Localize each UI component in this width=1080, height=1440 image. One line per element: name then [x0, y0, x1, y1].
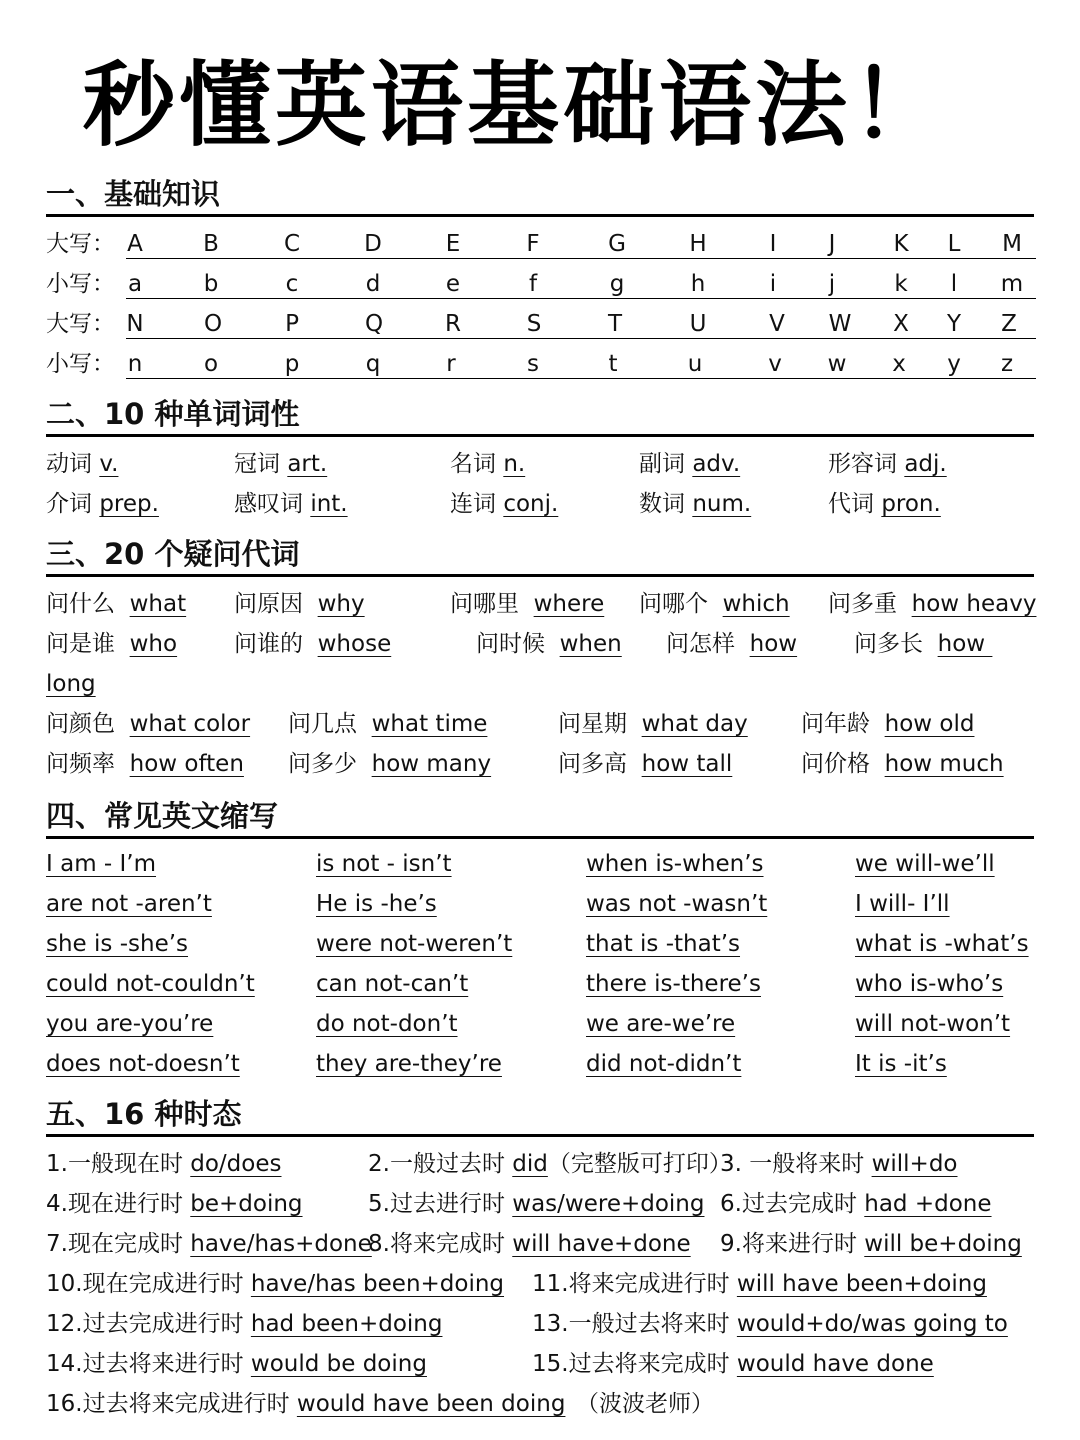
letter: U [689, 311, 707, 337]
question-cn: 问什么 [46, 591, 115, 617]
tense-row [46, 1144, 1036, 1184]
tense-note: （完整版可打印） [547, 1151, 732, 1177]
tense-en: will have been+doing [736, 1271, 987, 1297]
question-cn: 问是谁 [46, 631, 115, 657]
pos-row [46, 444, 1036, 484]
question-item [46, 584, 186, 624]
question-cn: 问哪里 [450, 591, 519, 617]
pos-row [46, 484, 1036, 524]
letter: r [446, 351, 456, 377]
letter: G [608, 231, 626, 257]
tense-row [46, 1264, 1036, 1304]
contraction-item: was not -wasn’t [586, 891, 768, 917]
tense-en: would be doing [250, 1351, 427, 1377]
alphabet-row-lower-1 [46, 264, 1036, 304]
question-en: who [129, 631, 178, 657]
letter: s [527, 351, 539, 377]
letter: D [364, 231, 382, 257]
letter: O [203, 311, 223, 337]
contraction-item: It is -it’s [855, 1051, 947, 1077]
tense-row [46, 1384, 1036, 1424]
contraction-item: that is -that’s [586, 931, 741, 957]
tense-item [46, 1184, 303, 1224]
letter: q [365, 351, 381, 377]
question-cn: 问多少 [288, 751, 357, 777]
contraction-row [46, 884, 1036, 924]
letter: Z [1001, 311, 1017, 337]
alphabet-row-upper-1 [46, 224, 1036, 264]
question-item [476, 624, 622, 664]
pos-cn: 感叹词 [234, 491, 303, 517]
contraction-row [46, 1044, 1036, 1084]
letter: y [947, 351, 961, 377]
pos-en: v. [99, 451, 119, 477]
tense-item [46, 1304, 442, 1344]
alphabet-label: 大写： [46, 231, 115, 257]
tense-item [46, 1384, 565, 1424]
letter: w [827, 351, 847, 377]
contraction-item: were not-weren’t [316, 931, 513, 957]
question-en: when [559, 631, 622, 657]
pos-en: num. [692, 491, 752, 517]
contraction-item: what is -what’s [855, 931, 1029, 957]
question-en: how old [884, 711, 975, 737]
letter: v [768, 351, 782, 377]
section-heading-question-words: 三、20 个疑问代词 [46, 534, 1034, 577]
tense-item [368, 1224, 691, 1264]
contraction-item: who is-who’s [855, 971, 1004, 997]
pos-en: adv. [692, 451, 741, 477]
question-cn: 问时候 [476, 631, 545, 657]
letter: g [609, 271, 625, 297]
tense-item [368, 1184, 704, 1224]
pos-item [234, 444, 327, 484]
letter: c [285, 271, 299, 297]
pos-en: prep. [99, 491, 159, 517]
question-row [46, 584, 1036, 624]
tense-en: had been+doing [250, 1311, 443, 1337]
question-en: what time [371, 711, 488, 737]
author-note: （波波老师） [576, 1391, 714, 1417]
letter: Q [364, 311, 384, 337]
question-en: how much [884, 751, 1004, 777]
letter: j [828, 271, 836, 297]
letter: N [126, 311, 144, 337]
pos-item [828, 484, 941, 524]
question-en: whose [317, 631, 392, 657]
pos-item [450, 444, 525, 484]
letter: i [769, 271, 777, 297]
tense-row [46, 1304, 1036, 1344]
letter: I [769, 231, 777, 257]
pos-item [828, 444, 947, 484]
tense-item [46, 1264, 504, 1304]
tense-row [46, 1184, 1036, 1224]
tense-cn: 8.将来完成时 [368, 1231, 513, 1257]
pos-en: int. [310, 491, 348, 517]
question-item [288, 744, 491, 784]
question-cn: 问哪个 [639, 591, 708, 617]
section-heading-contractions: 四、常见英文缩写 [46, 796, 1034, 839]
alphabet-row-upper-2 [46, 304, 1036, 344]
tense-item [46, 1144, 282, 1184]
question-item [46, 704, 250, 744]
tense-cn: 5.过去进行时 [368, 1191, 513, 1217]
tense-row [46, 1344, 1036, 1384]
contraction-item: can not-can’t [316, 971, 469, 997]
pos-item [639, 484, 751, 524]
tense-en: be+doing [190, 1191, 303, 1217]
letter: h [690, 271, 706, 297]
contraction-item: there is-there’s [586, 971, 761, 997]
tense-cn: 13.一般过去将来时 [532, 1311, 737, 1337]
tense-cn: 15.过去将来完成时 [532, 1351, 737, 1377]
tense-cn: 3. 一般将来时 [720, 1151, 872, 1177]
tense-item [46, 1224, 372, 1264]
contraction-item: did not-didn’t [586, 1051, 742, 1077]
tense-cn: 6.过去完成时 [720, 1191, 865, 1217]
tense-item [368, 1144, 732, 1184]
tense-en: will+do [871, 1151, 958, 1177]
pos-cn: 连词 [450, 491, 496, 517]
page-title: 秒懂英语基础语法！ [82, 52, 947, 159]
tense-row [46, 1224, 1036, 1264]
question-row [46, 744, 1036, 784]
alphabet-label: 小写： [46, 271, 115, 297]
question-cn: 问原因 [234, 591, 303, 617]
letter: n [127, 351, 143, 377]
letter: J [828, 231, 836, 257]
question-en: how often [129, 751, 244, 777]
section-heading-basics: 一、基础知识 [46, 174, 1034, 217]
tense-cn: 9.将来进行时 [720, 1231, 865, 1257]
question-en: how [749, 631, 798, 657]
question-cn: 问谁的 [234, 631, 303, 657]
question-item [234, 584, 365, 624]
letter: X [893, 311, 909, 337]
letter: k [894, 271, 908, 297]
pos-item [639, 444, 740, 484]
letter: o [203, 351, 219, 377]
question-cn: 问怎样 [666, 631, 735, 657]
tense-cn: 12.过去完成进行时 [46, 1311, 251, 1337]
question-en: how tall [641, 751, 733, 777]
question-item [558, 744, 732, 784]
pos-item [46, 484, 159, 524]
letter: a [127, 271, 143, 297]
letter: K [893, 231, 909, 257]
letter: u [687, 351, 703, 377]
tense-en: did [512, 1151, 548, 1177]
letter: z [1000, 351, 1014, 377]
tense-item [532, 1264, 987, 1304]
tense-item [46, 1344, 427, 1384]
question-en: what color [129, 711, 251, 737]
question-cn: 问星期 [558, 711, 627, 737]
contraction-item: He is -he’s [316, 891, 437, 917]
letter: T [607, 311, 623, 337]
letter: x [892, 351, 906, 377]
pos-item [46, 444, 118, 484]
question-en: why [317, 591, 365, 617]
question-en: long [46, 671, 96, 697]
question-en: how [937, 631, 993, 657]
letter: f [528, 271, 538, 297]
contraction-row [46, 924, 1036, 964]
pos-en: art. [287, 451, 328, 477]
question-item [46, 744, 244, 784]
contraction-item: I will- I’ll [855, 891, 950, 917]
contraction-item: is not - isn’t [316, 851, 452, 877]
pos-cn: 数词 [639, 491, 685, 517]
question-item [639, 584, 790, 624]
contraction-row [46, 844, 1036, 884]
letter: A [127, 231, 143, 257]
question-cn: 问颜色 [46, 711, 115, 737]
tense-en: would have been doing [296, 1391, 566, 1417]
pos-en: conj. [503, 491, 559, 517]
tense-item [720, 1184, 992, 1224]
letter: F [526, 231, 540, 257]
letter: H [689, 231, 707, 257]
pos-item [234, 484, 348, 524]
tense-cn: 11.将来完成进行时 [532, 1271, 737, 1297]
tense-item [532, 1344, 934, 1384]
tense-cn: 7.现在完成时 [46, 1231, 191, 1257]
question-cn: 问年龄 [801, 711, 870, 737]
pos-en: pron. [881, 491, 941, 517]
contraction-item: will not-won’t [855, 1011, 1011, 1037]
tense-cn: 10.现在完成进行时 [46, 1271, 251, 1297]
pos-cn: 动词 [46, 451, 92, 477]
letter: P [285, 311, 299, 337]
question-item [558, 704, 748, 744]
contraction-item: they are-they’re [316, 1051, 502, 1077]
pos-cn: 副词 [639, 451, 685, 477]
contraction-item: does not-doesn’t [46, 1051, 240, 1077]
question-cn: 问几点 [288, 711, 357, 737]
question-item [854, 624, 992, 664]
section-heading-tenses: 五、16 种时态 [46, 1094, 1034, 1137]
contraction-item: we will-we’ll [855, 851, 995, 877]
tense-en: would+do/was going to [736, 1311, 1008, 1337]
question-item [828, 584, 1036, 624]
tense-en: will have+done [512, 1231, 691, 1257]
contraction-item: we are-we’re [586, 1011, 736, 1037]
alphabet-label: 小写： [46, 351, 115, 377]
tense-en: was/were+doing [512, 1191, 705, 1217]
pos-cn: 代词 [828, 491, 874, 517]
letter: t [608, 351, 618, 377]
question-row-wrap [46, 664, 1036, 704]
tense-item [720, 1144, 958, 1184]
letter: B [203, 231, 219, 257]
question-en: how many [371, 751, 492, 777]
question-en: what [129, 591, 187, 617]
question-item [666, 624, 797, 664]
tense-en: will be+doing [864, 1231, 1022, 1257]
contraction-item: do not-don’t [316, 1011, 458, 1037]
letter: S [526, 311, 542, 337]
letter: d [365, 271, 381, 297]
tense-cn: 4.现在进行时 [46, 1191, 191, 1217]
tense-en: would have done [736, 1351, 934, 1377]
letter: C [283, 231, 301, 257]
question-item [801, 704, 974, 744]
tense-en: have/has been+doing [250, 1271, 505, 1297]
question-cn: 问价格 [801, 751, 870, 777]
tense-cn: 14.过去将来进行时 [46, 1351, 251, 1377]
tense-item [720, 1224, 1022, 1264]
tense-item [532, 1304, 1008, 1344]
question-row [46, 624, 1036, 664]
question-cn: 问多高 [558, 751, 627, 777]
letter: W [828, 311, 852, 337]
question-item [46, 624, 177, 664]
letter: Y [946, 311, 962, 337]
question-en: where [533, 591, 605, 617]
letter: l [950, 271, 958, 297]
letter: M [1002, 231, 1022, 257]
pos-item [450, 484, 558, 524]
letter: R [445, 311, 461, 337]
letter: m [1000, 271, 1024, 297]
question-en: what day [641, 711, 748, 737]
contraction-item: when is-when’s [586, 851, 764, 877]
tense-en: had +done [864, 1191, 992, 1217]
tense-en: do/does [190, 1151, 282, 1177]
contraction-row [46, 1004, 1036, 1044]
question-item [288, 704, 487, 744]
contraction-row [46, 964, 1036, 1004]
pos-cn: 介词 [46, 491, 92, 517]
letter: b [203, 271, 219, 297]
letter: e [445, 271, 461, 297]
tense-en: have/has+done [190, 1231, 372, 1257]
question-cn: 问频率 [46, 751, 115, 777]
pos-en: adj. [904, 451, 947, 477]
contraction-item: could not-couldn’t [46, 971, 255, 997]
alphabet-label: 大写： [46, 311, 115, 337]
question-en: how heavy [911, 591, 1037, 617]
letter: L [947, 231, 961, 257]
question-cn: 问多长 [854, 631, 923, 657]
tense-cn: 16.过去将来完成进行时 [46, 1391, 297, 1417]
pos-cn: 冠词 [234, 451, 280, 477]
section-heading-parts-of-speech: 二、10 种单词词性 [46, 394, 1034, 437]
question-row [46, 704, 1036, 744]
contraction-item: are not -aren’t [46, 891, 212, 917]
contraction-item: I am - I’m [46, 851, 157, 877]
contraction-item: she is -she’s [46, 931, 189, 957]
pos-cn: 名词 [450, 451, 496, 477]
letter: E [445, 231, 461, 257]
pos-cn: 形容词 [828, 451, 897, 477]
letter: p [284, 351, 300, 377]
question-item [234, 624, 391, 664]
letter: V [769, 311, 785, 337]
pos-en: n. [503, 451, 526, 477]
question-en: which [722, 591, 790, 617]
question-cn: 问多重 [828, 591, 897, 617]
tense-cn: 1.一般现在时 [46, 1151, 191, 1177]
alphabet-row-lower-2 [46, 344, 1036, 384]
question-item [450, 584, 604, 624]
tense-cn: 2.一般过去时 [368, 1151, 513, 1177]
question-item [801, 744, 1004, 784]
contraction-item: you are-you’re [46, 1011, 214, 1037]
